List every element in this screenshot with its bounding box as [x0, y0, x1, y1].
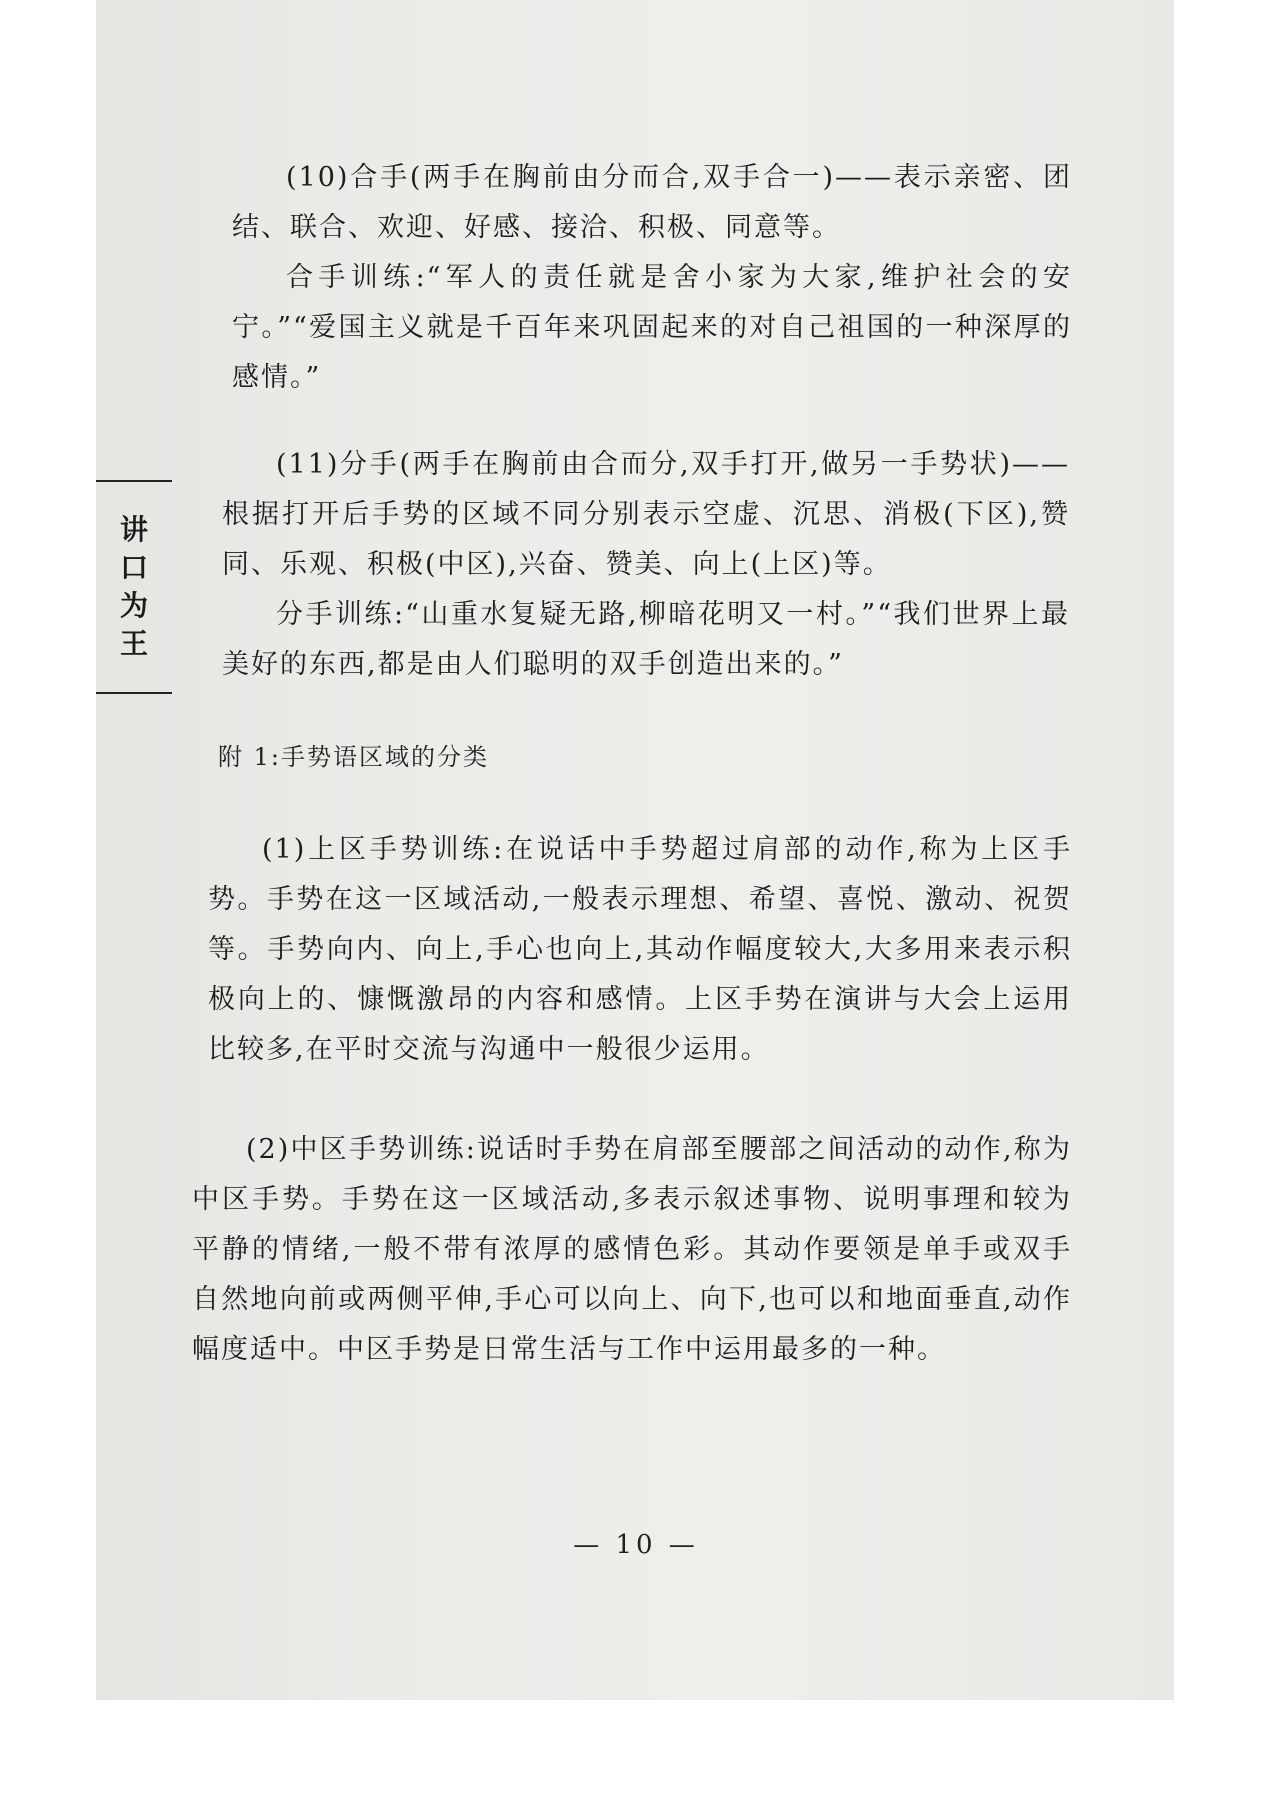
section-hands-apart: [222, 440, 1070, 690]
paragraph-upper-zone: (1)上区手势训练:在说话中手势超过肩部的动作,称为上区手势。手势在这一区域活动,一般表示理想、希望、喜悦、激动、祝贺等。手势向内、向上,手心也向上,其动作幅度较大,大多用来表示积极向上的、慷慨激昂的内容和感情。上区手势在演讲与大会上运用比较多,在平时交流与沟通中一般很少运用。: [208, 834, 1072, 1065]
paragraph-hands-together-training: 合手训练:“军人的责任就是舍小家为大家,维护社会的安宁。”“爱国主义就是千百年来巩固起来的对自己祖国的一种深厚的感情。”: [232, 262, 1072, 393]
side-tab-char: 王: [119, 627, 148, 660]
appendix-heading: 附 1:手势语区域的分类: [218, 743, 489, 771]
side-tab-char: 口: [119, 551, 148, 584]
page-number: — 10 —: [573, 1530, 699, 1560]
section-upper-zone: [208, 825, 1072, 1075]
paragraph-middle-zone: (2)中区手势训练:说话时手势在肩部至腰部之间活动的动作,称为中区手势。手势在这一区域活动,多表示叙述事物、说明事理和较为平静的情绪,一般不带有浓厚的感情色彩。其动作要领是单手或双手自然地向前或两侧平伸,手心可以向上、向下,也可以和地面垂直,动作幅度适中。中区手势是日常生活与工作中运用最多的一种。: [192, 1134, 1072, 1365]
section-middle-zone: [192, 1125, 1072, 1375]
section-hands-together: [232, 153, 1072, 403]
paragraph-hands-together: (10)合手(两手在胸前由分而合,双手合一)——表示亲密、团结、联合、欢迎、好感、接洽、积极、同意等。: [232, 162, 1072, 243]
side-tab-char: 为: [119, 589, 148, 622]
paragraph-hands-apart: (11)分手(两手在胸前由合而分,双手打开,做另一手势状)——根据打开后手势的区域不同分别表示空虚、沉思、消极(下区),赞同、乐观、积极(中区),兴奋、赞美、向上(上区)等。: [222, 449, 1070, 580]
side-tab-book-title: [96, 480, 172, 694]
side-tab-char: 讲: [119, 513, 148, 546]
paragraph-hands-apart-training: 分手训练:“山重水复疑无路,柳暗花明又一村。”“我们世界上最美好的东西,都是由人们聪明的双手创造出来的。”: [222, 599, 1070, 680]
